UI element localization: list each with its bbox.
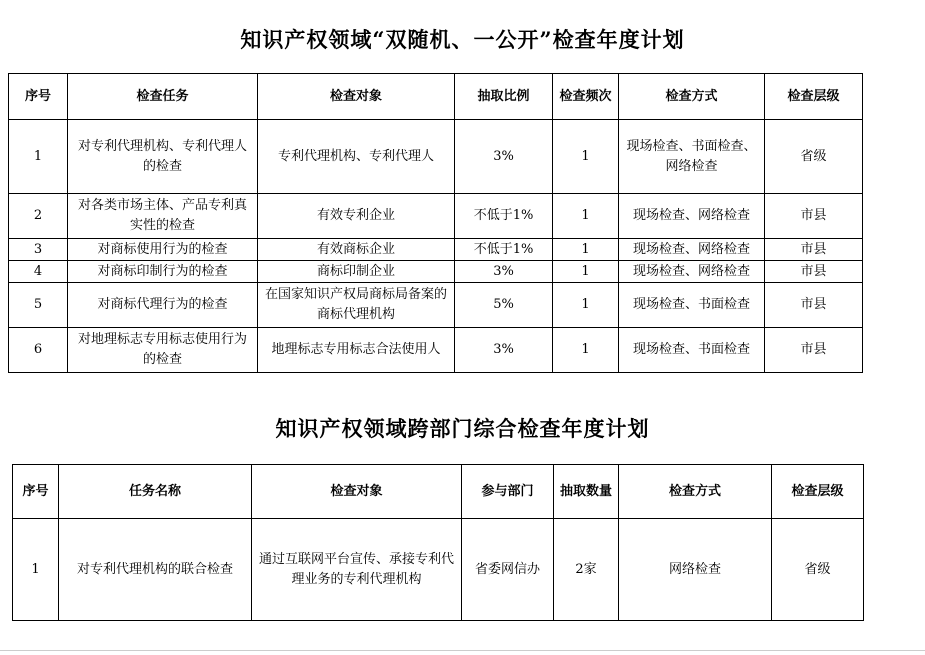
column-header: 任务名称 xyxy=(59,465,252,519)
cell-method: 现场检查、网络检查 xyxy=(619,261,765,283)
table-row xyxy=(9,194,863,239)
cell-frequency: 1 xyxy=(553,328,619,373)
cell-task: 对各类市场主体、产品专利真实性的检查 xyxy=(68,194,258,239)
cell-level: 省级 xyxy=(772,519,864,621)
cell-task: 对商标印制行为的检查 xyxy=(68,261,258,283)
cell-ratio: 3% xyxy=(455,328,553,373)
column-header: 检查层级 xyxy=(765,74,863,120)
cell-ratio: 3% xyxy=(455,120,553,194)
cell-frequency: 1 xyxy=(553,120,619,194)
cell-level: 市县 xyxy=(765,239,863,261)
cell-method: 现场检查、网络检查 xyxy=(619,239,765,261)
cell-method: 现场检查、书面检查 xyxy=(619,283,765,328)
table-row xyxy=(9,239,863,261)
cell-target: 在国家知识产权局商标局备案的商标代理机构 xyxy=(258,283,455,328)
column-header: 检查对象 xyxy=(258,74,455,120)
cell-task-name: 对专利代理机构的联合检查 xyxy=(59,519,252,621)
cell-level: 市县 xyxy=(765,194,863,239)
column-header: 序号 xyxy=(9,74,68,120)
cell-department: 省委网信办 xyxy=(462,519,554,621)
cell-frequency: 1 xyxy=(553,283,619,328)
table-row xyxy=(9,328,863,373)
cell-index: 1 xyxy=(13,519,59,621)
cell-index: 3 xyxy=(9,239,68,261)
table-row xyxy=(9,120,863,194)
cell-task: 对商标代理行为的检查 xyxy=(68,283,258,328)
column-header: 抽取比例 xyxy=(455,74,553,120)
column-header: 检查方式 xyxy=(619,74,765,120)
column-header: 检查频次 xyxy=(553,74,619,120)
section-title: 知识产权领域跨部门综合检查年度计划 xyxy=(275,416,650,441)
cell-index: 4 xyxy=(9,261,68,283)
cell-ratio: 5% xyxy=(455,283,553,328)
table-header-row xyxy=(13,465,864,519)
cell-ratio: 不低于1% xyxy=(455,194,553,239)
cell-ratio: 3% xyxy=(455,261,553,283)
column-header: 参与部门 xyxy=(462,465,554,519)
cell-quantity: 2家 xyxy=(554,519,619,621)
cell-index: 1 xyxy=(9,120,68,194)
cell-index: 2 xyxy=(9,194,68,239)
column-header: 检查对象 xyxy=(252,465,462,519)
table-row xyxy=(9,283,863,328)
table-row xyxy=(9,261,863,283)
cell-task: 对商标使用行为的检查 xyxy=(68,239,258,261)
cell-frequency: 1 xyxy=(553,194,619,239)
table-header-row xyxy=(9,74,863,120)
cell-method: 现场检查、网络检查 xyxy=(619,194,765,239)
cell-method: 现场检查、书面检查、网络检查 xyxy=(619,120,765,194)
cell-frequency: 1 xyxy=(553,239,619,261)
cell-level: 市县 xyxy=(765,283,863,328)
cell-level: 省级 xyxy=(765,120,863,194)
cell-target: 商标印制企业 xyxy=(258,261,455,283)
column-header: 检查任务 xyxy=(68,74,258,120)
column-header: 抽取数量 xyxy=(554,465,619,519)
cell-index: 5 xyxy=(9,283,68,328)
cell-target: 有效商标企业 xyxy=(258,239,455,261)
cell-level: 市县 xyxy=(765,261,863,283)
cell-task: 对专利代理机构、专利代理人的检查 xyxy=(68,120,258,194)
cell-level: 市县 xyxy=(765,328,863,373)
table-row xyxy=(13,519,864,621)
cell-target: 通过互联网平台宣传、承接专利代理业务的专利代理机构 xyxy=(252,519,462,621)
annual-inspection-plan-table xyxy=(8,73,863,373)
page-bottom-divider xyxy=(0,650,925,651)
cell-task: 对地理标志专用标志使用行为的检查 xyxy=(68,328,258,373)
cell-frequency: 1 xyxy=(553,261,619,283)
page-title: 知识产权领域“双随机、一公开”检查年度计划 xyxy=(240,27,685,52)
cell-method: 现场检查、书面检查 xyxy=(619,328,765,373)
cell-method: 网络检查 xyxy=(619,519,772,621)
column-header: 序号 xyxy=(13,465,59,519)
cross-department-inspection-plan-table xyxy=(12,464,864,621)
column-header: 检查方式 xyxy=(619,465,772,519)
cell-ratio: 不低于1% xyxy=(455,239,553,261)
cell-target: 专利代理机构、专利代理人 xyxy=(258,120,455,194)
cell-index: 6 xyxy=(9,328,68,373)
cell-target: 地理标志专用标志合法使用人 xyxy=(258,328,455,373)
cell-target: 有效专利企业 xyxy=(258,194,455,239)
column-header: 检查层级 xyxy=(772,465,864,519)
